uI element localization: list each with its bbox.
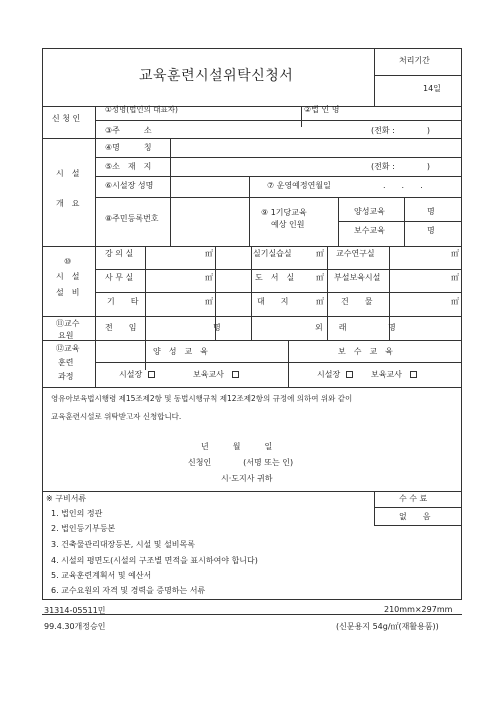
divider — [288, 340, 289, 387]
divider — [95, 292, 461, 293]
divider — [374, 49, 375, 106]
supplementary-course-header: 보 수 교 육 — [338, 347, 393, 356]
divider — [251, 246, 252, 340]
childcare-facility-label: 부설보육시설 — [334, 273, 381, 282]
practice-room-label: 실기실습실 — [253, 249, 292, 258]
building-label: 건 물 — [341, 297, 373, 306]
divider — [374, 525, 461, 526]
training-teacher-checkbox[interactable] — [232, 371, 239, 378]
applicant-section-label: 신 청 인 — [52, 114, 81, 123]
divider — [43, 316, 461, 317]
application-date: 년 월 일 — [201, 442, 273, 451]
training-capacity-unit: 명 — [427, 207, 435, 216]
recipient: 시·도지사 귀하 — [221, 474, 273, 483]
applicant-signature: 신청인 (서명 또는 인) — [188, 458, 294, 467]
lecture-room-label: 강 의 실 — [105, 249, 134, 258]
facility-manager-label: ⑥시설장 성명 — [105, 181, 154, 190]
divider — [43, 138, 461, 139]
training-capacity-label: 양성교육 — [354, 207, 385, 216]
divider — [95, 157, 461, 158]
processing-period-value: 14일 — [423, 84, 441, 93]
library-label: 도 서 실 — [255, 273, 295, 282]
corporation-name-label: ②법 인 명 — [304, 105, 340, 114]
facility-name-label: ④명 칭 — [105, 143, 152, 152]
other-label: 기 타 — [107, 297, 139, 306]
facility-phone: (전화 : ) — [371, 162, 430, 171]
library-unit: ㎡ — [316, 273, 324, 282]
statement-line-2: 교육훈련시설로 위탁받고자 신청합니다. — [51, 412, 182, 421]
opening-date-value: . . . — [383, 181, 423, 190]
form-title: 교육훈련시설위탁신청서 — [139, 68, 294, 84]
other-unit: ㎡ — [205, 297, 213, 306]
processing-period-label: 처리기간 — [399, 56, 430, 65]
application-form — [42, 48, 462, 600]
capacity-label-line2: 예상 인원 — [271, 220, 305, 229]
facility-section-label-2: 개 요 — [56, 199, 80, 208]
equipment-section-label-2: 설 비 — [56, 288, 80, 297]
divider — [374, 491, 375, 525]
divider — [301, 106, 302, 127]
capacity-label-line1: ⑨ 1기당교육 — [261, 208, 307, 217]
training-head-checkbox[interactable] — [148, 371, 155, 378]
divider — [95, 197, 461, 198]
facility-location-label: ⑤소 재 지 — [105, 162, 152, 171]
paper-size: 210mm×297mm — [384, 605, 453, 614]
course-section-label-3: 과정 — [58, 372, 74, 381]
fee-value: 없 음 — [399, 512, 431, 521]
supplementary-head-option-label: 시설장 — [317, 370, 341, 379]
supplementary-capacity-label: 보수교육 — [354, 226, 385, 235]
faculty-section-label-1: ⑪교수 — [56, 319, 80, 328]
divider — [95, 120, 461, 121]
divider — [43, 491, 461, 492]
visiting-label: 외 래 — [315, 323, 347, 332]
facility-section-label-1: 시 설 — [56, 169, 80, 178]
equipment-section-label-1: 시 설 — [56, 272, 80, 281]
divider — [95, 340, 96, 387]
divider — [95, 106, 96, 340]
opening-date-label: ⑦ 운영예정연월일 — [267, 181, 331, 190]
training-teacher-option-label: 보육교사 — [193, 370, 224, 379]
required-documents-header: ※ 구비서류 — [46, 494, 87, 503]
equipment-number: ⑩ — [64, 257, 72, 266]
faculty-office-label: 교수연구실 — [336, 249, 375, 258]
divider — [145, 246, 146, 370]
lecture-room-unit: ㎡ — [205, 249, 213, 258]
supplementary-teacher-option-label: 보육교사 — [371, 370, 402, 379]
document-item: 1. 법인의 정관 — [51, 509, 103, 518]
divider — [43, 387, 461, 388]
full-time-unit: 명 — [213, 323, 221, 332]
visiting-unit: 명 — [388, 323, 396, 332]
divider — [43, 246, 461, 247]
applicant-name-label: ①성명(법인의 대표자) — [105, 105, 178, 114]
document-item: 2. 법인등기부등본 — [51, 524, 116, 533]
divider — [338, 221, 461, 222]
applicant-phone: (전화 : ) — [371, 126, 430, 135]
divider — [95, 269, 461, 270]
land-label: 대 지 — [257, 297, 289, 306]
supplementary-head-checkbox[interactable] — [346, 371, 353, 378]
paper-spec: (신문용지 54g/㎡(재활용품)) — [336, 622, 439, 631]
land-unit: ㎡ — [316, 297, 324, 306]
document-item: 5. 교육훈련계획서 및 예산서 — [51, 571, 152, 580]
divider — [249, 176, 250, 246]
divider — [95, 362, 461, 363]
course-section-label-2: 훈련 — [58, 358, 74, 367]
document-item: 4. 시설의 평면도(시설의 구조별 면적을 표시하여야 합니다) — [51, 556, 258, 565]
faculty-office-unit: ㎡ — [451, 249, 459, 258]
childcare-facility-unit: ㎡ — [451, 273, 459, 282]
full-time-label: 전 임 — [105, 323, 137, 332]
divider — [43, 340, 461, 341]
faculty-section-label-2: 요원 — [58, 331, 74, 340]
form-number: 31314-05511민 — [44, 606, 106, 615]
document-item: 6. 교수요원의 자격 및 경력을 증명하는 서류 — [51, 586, 206, 595]
building-unit: ㎡ — [451, 297, 459, 306]
divider — [374, 507, 461, 508]
training-head-option-label: 시설장 — [119, 370, 143, 379]
training-course-header: 양 성 교 육 — [153, 347, 208, 356]
course-section-label-1: ⑫교육 — [56, 344, 80, 353]
statement-line-1: 영유아보육법시행령 제15조제2항 및 동법시행규칙 제12조제2항의 규정에 의하여 위와 같이 — [51, 394, 353, 403]
document-item: 3. 건축물관리대장등본, 시설 및 설비목록 — [51, 540, 195, 549]
practice-room-unit: ㎡ — [316, 249, 324, 258]
office-label: 사 무 실 — [105, 273, 134, 282]
supplementary-teacher-checkbox[interactable] — [410, 371, 417, 378]
approval-date: 99.4.30개정승인 — [44, 622, 106, 631]
divider — [374, 75, 461, 76]
office-unit: ㎡ — [205, 273, 213, 282]
address-label: ③주 소 — [105, 126, 152, 135]
divider — [170, 138, 171, 246]
resident-number-label: ⑧주민등록번호 — [105, 214, 159, 223]
supplementary-capacity-unit: 명 — [427, 226, 435, 235]
fee-label: 수 수 료 — [399, 494, 428, 503]
divider — [95, 176, 461, 177]
